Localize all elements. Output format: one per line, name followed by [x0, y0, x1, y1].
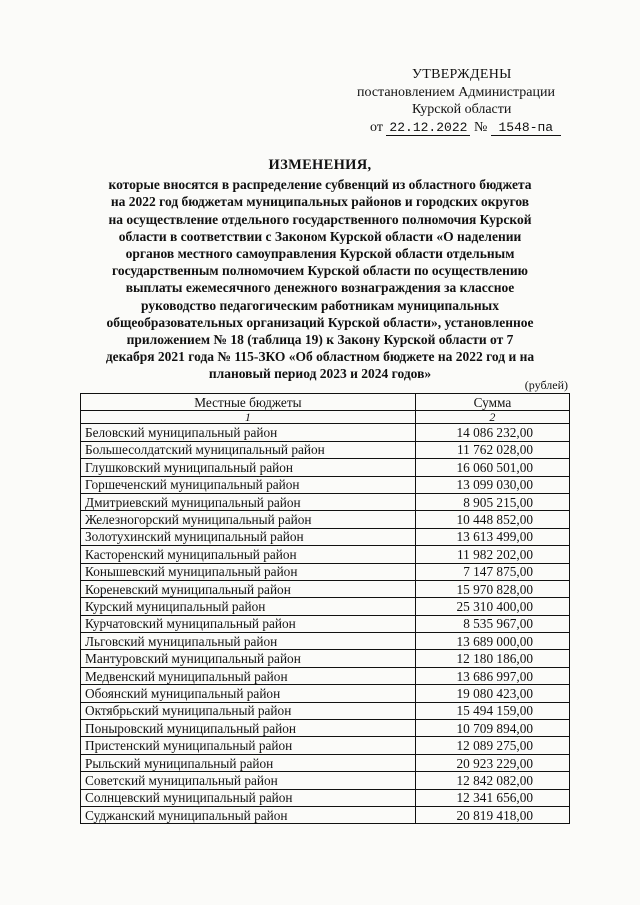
budget-table [80, 393, 570, 824]
table-row [81, 476, 570, 493]
budget-name-cell: Советский муниципальный район [81, 772, 416, 789]
budget-name-cell: Солнцевский муниципальный район [81, 789, 416, 806]
title-line: органов местного самоуправления Курской области отдельным [125, 246, 515, 262]
column-header-budgets: Местные бюджеты [81, 394, 416, 411]
table-row [81, 546, 570, 563]
amount-cell: 8 905 215,00 [415, 493, 569, 510]
title-line: руководство педагогическим работникам муниципальных [141, 297, 499, 313]
amount-cell: 13 689 000,00 [415, 633, 569, 650]
table-row [81, 702, 570, 719]
table-row [81, 580, 570, 597]
amount-cell: 16 060 501,00 [415, 459, 569, 476]
title-line: которые вносятся в распределение субвенций из областного бюджета [108, 177, 532, 193]
table-row [81, 650, 570, 667]
table-row [81, 598, 570, 615]
unit-label: (рублей) [524, 378, 568, 392]
amount-cell: 12 842 082,00 [415, 772, 569, 789]
table-row [81, 754, 570, 771]
amount-cell: 10 709 894,00 [415, 720, 569, 737]
budget-name-cell: Курский муниципальный район [81, 598, 416, 615]
amount-cell: 20 923 229,00 [415, 754, 569, 771]
amount-cell: 13 613 499,00 [415, 528, 569, 545]
amount-cell: 8 535 967,00 [415, 615, 569, 632]
budget-name-cell: Рыльский муниципальный район [81, 754, 416, 771]
table-row [81, 424, 570, 441]
table-row [81, 528, 570, 545]
column-number-1: 1 [81, 411, 416, 424]
approval-block [355, 66, 615, 136]
table-row [81, 493, 570, 510]
table-row [81, 511, 570, 528]
budget-name-cell: Касторенский муниципальный район [81, 546, 416, 563]
amount-cell: 12 180 186,00 [415, 650, 569, 667]
amount-cell: 11 762 028,00 [415, 441, 569, 458]
table-row [81, 772, 570, 789]
table-row [81, 441, 570, 458]
document-title [60, 157, 580, 383]
title-line: общеобразовательных организаций Курской области», установленное [106, 314, 534, 330]
budget-name-cell: Пристенский муниципальный район [81, 737, 416, 754]
amount-cell: 25 310 400,00 [415, 598, 569, 615]
table-row [81, 615, 570, 632]
budget-name-cell: Золотухинский муниципальный район [81, 528, 416, 545]
budget-name-cell: Медвенский муниципальный район [81, 667, 416, 684]
budget-name-cell: Глушковский муниципальный район [81, 459, 416, 476]
amount-cell: 19 080 423,00 [415, 685, 569, 702]
title-body [60, 176, 580, 382]
table-row [81, 563, 570, 580]
amount-cell: 13 099 030,00 [415, 476, 569, 493]
table-column-number-row [81, 411, 570, 424]
amount-cell: 12 089 275,00 [415, 737, 569, 754]
amount-cell: 14 086 232,00 [415, 424, 569, 441]
title-line: государственным полномочием Курской области по осуществлению [112, 263, 528, 279]
table-row [81, 667, 570, 684]
budget-name-cell: Большесолдатский муниципальный район [81, 441, 416, 458]
table-row [81, 789, 570, 806]
title-line: плановый период 2023 и 2024 годов» [208, 366, 432, 382]
approval-date: 22.12.2022 [386, 121, 470, 136]
budget-name-cell: Железногорский муниципальный район [81, 511, 416, 528]
table-row [81, 685, 570, 702]
budget-name-cell: Льговский муниципальный район [81, 633, 416, 650]
title-line: на 2022 год бюджетам муниципальных районов и городских округов [110, 194, 530, 210]
amount-cell: 20 819 418,00 [415, 806, 569, 823]
approval-date-line [355, 119, 615, 137]
amount-cell: 12 341 656,00 [415, 789, 569, 806]
approval-region: Курской области [412, 102, 512, 117]
title-line: приложением № 18 (таблица 19) к Закону Курской области от 7 [126, 332, 514, 348]
number-prefix: № [473, 119, 488, 135]
amount-cell: 15 494 159,00 [415, 702, 569, 719]
amount-cell: 7 147 875,00 [415, 563, 569, 580]
budget-name-cell: Горшеченский муниципальный район [81, 476, 416, 493]
budget-name-cell: Конышевский муниципальный район [81, 563, 416, 580]
table-row [81, 737, 570, 754]
title-line: на осуществление отдельного государственного полномочия Курской [108, 211, 532, 227]
budget-name-cell: Суджанский муниципальный район [81, 806, 416, 823]
table-row [81, 806, 570, 823]
budget-name-cell: Обоянский муниципальный район [81, 685, 416, 702]
budget-name-cell: Дмитриевский муниципальный район [81, 493, 416, 510]
budget-name-cell: Октябрьский муниципальный район [81, 702, 416, 719]
budget-name-cell: Поныровский муниципальный район [81, 720, 416, 737]
budget-name-cell: Беловский муниципальный район [81, 424, 416, 441]
title-line: выплаты ежемесячного денежного вознаграждения за классное [125, 280, 515, 296]
table-row [81, 633, 570, 650]
amount-cell: 10 448 852,00 [415, 511, 569, 528]
amount-cell: 13 686 997,00 [415, 667, 569, 684]
budget-name-cell: Мантуровский муниципальный район [81, 650, 416, 667]
title-heading: ИЗМЕНЕНИЯ, [268, 157, 372, 173]
approval-number: 1548-па [491, 121, 561, 136]
amount-cell: 11 982 202,00 [415, 546, 569, 563]
from-prefix: от [370, 119, 383, 135]
table-row [81, 459, 570, 476]
title-line: области в соответствии с Законом Курской области «О наделении [118, 228, 522, 244]
approval-heading: УТВЕРЖДЕНЫ [412, 67, 512, 82]
table-header-row [81, 394, 570, 411]
amount-cell: 15 970 828,00 [415, 580, 569, 597]
column-number-2: 2 [415, 411, 569, 424]
budget-name-cell: Курчатовский муниципальный район [81, 615, 416, 632]
table-row [81, 720, 570, 737]
budget-name-cell: Кореневский муниципальный район [81, 580, 416, 597]
title-line: декабря 2021 года № 115-ЗКО «Об областном бюджете на 2022 год и на [105, 349, 535, 365]
approval-issuer: постановлением Администрации [357, 84, 555, 100]
column-header-amount: Сумма [415, 394, 569, 411]
